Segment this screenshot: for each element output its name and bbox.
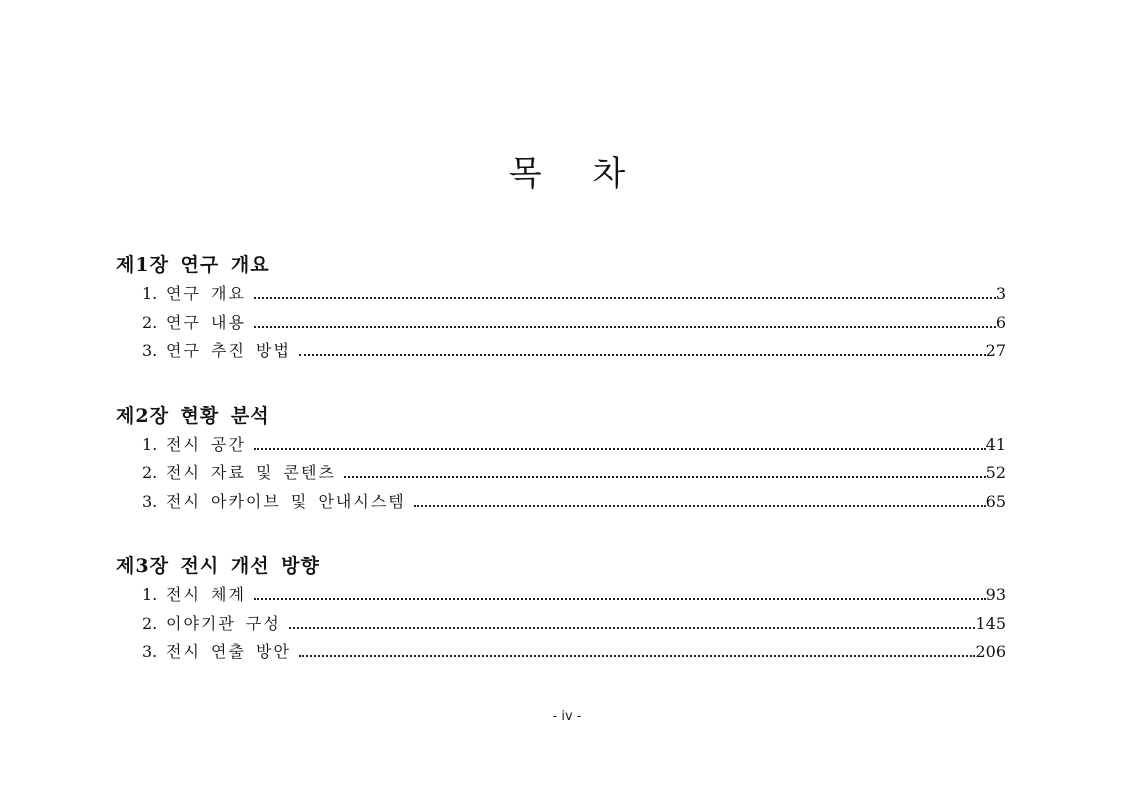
entry-number: 1.	[142, 434, 158, 454]
table-of-contents	[116, 250, 1006, 667]
entry-page-number: 27	[985, 341, 1006, 360]
chapter-3	[116, 551, 1006, 667]
dot-leader	[344, 476, 986, 478]
entry-page-number: 6	[995, 312, 1006, 332]
entry-title: 전시 공간	[166, 434, 246, 454]
entry-title: 전시 자료 및 콘텐츠	[166, 463, 336, 482]
dot-leader	[414, 505, 986, 507]
chapter-1	[116, 250, 1006, 366]
entry-page-number: 65	[985, 491, 1006, 511]
dot-leader	[254, 297, 996, 299]
entry-title: 연구 내용	[166, 312, 246, 332]
entry-page-number: 145	[975, 613, 1006, 633]
entry-number: 3.	[142, 491, 158, 511]
toc-entry[interactable]	[116, 488, 1006, 517]
entry-page-number: 41	[985, 434, 1006, 454]
toc-entry[interactable]	[116, 610, 1006, 639]
entry-title: 연구 개요	[166, 284, 246, 303]
entry-number: 2.	[142, 463, 158, 482]
entry-number: 2.	[142, 312, 158, 332]
toc-entry[interactable]	[116, 431, 1006, 460]
entry-page-number: 206	[975, 642, 1006, 661]
entry-page-number: 52	[985, 463, 1006, 482]
entry-page-number: 3	[995, 284, 1006, 303]
chapter-title[interactable]: 제3장 전시 개선 방향	[116, 555, 320, 577]
page-title: 목 차	[508, 154, 646, 194]
entry-title: 이야기관 구성	[166, 613, 281, 633]
toc-entry[interactable]	[116, 459, 1006, 488]
entry-title: 연구 추진 방법	[166, 341, 291, 360]
dot-leader	[289, 627, 976, 629]
dot-leader	[254, 598, 986, 600]
dot-leader	[254, 326, 996, 328]
chapter-title[interactable]: 제2장 현황 분석	[116, 404, 270, 427]
entry-title: 전시 체계	[166, 585, 246, 604]
toc-entry[interactable]	[116, 638, 1006, 667]
dot-leader	[299, 655, 976, 657]
entry-number: 2.	[142, 613, 158, 633]
entry-number: 1.	[142, 585, 158, 604]
entry-page-number: 93	[985, 585, 1006, 604]
entry-title: 전시 아카이브 및 안내시스템	[166, 491, 406, 511]
dot-leader	[299, 354, 986, 356]
chapter-title[interactable]: 제1장 연구 개요	[116, 254, 270, 276]
entry-title: 전시 연출 방안	[166, 642, 291, 661]
toc-entry[interactable]	[116, 581, 1006, 610]
toc-entry[interactable]	[116, 309, 1006, 338]
toc-entry[interactable]	[116, 337, 1006, 366]
entry-number: 3.	[142, 642, 158, 661]
dot-leader	[254, 448, 986, 450]
page-number-footer: - iv -	[552, 709, 582, 724]
toc-entry[interactable]	[116, 280, 1006, 309]
entry-number: 3.	[142, 341, 158, 360]
entry-number: 1.	[142, 284, 158, 303]
chapter-2	[116, 401, 1006, 517]
